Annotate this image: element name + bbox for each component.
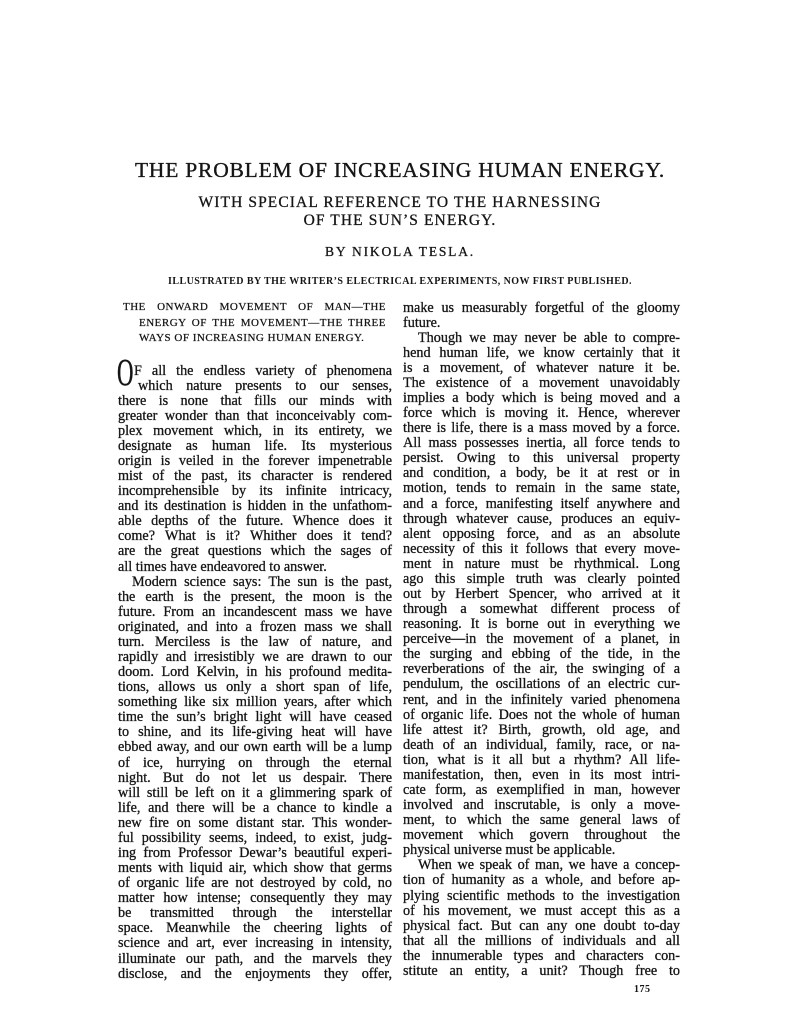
page-number: 175	[634, 984, 651, 995]
text-line: perceive—in the movement of a planet, in	[403, 631, 680, 648]
text-line: ments with liquid air, which show that germs	[118, 860, 392, 877]
text-line: ful possibility seems, indeed, to exist, judg-	[118, 829, 392, 846]
text-line: reverberations of the air, the swinging of a	[403, 661, 680, 678]
text-line: force which is moving it. Hence, wherever	[403, 405, 680, 422]
text-line: and a force, manifesting itself anywhere and	[403, 495, 680, 512]
text-line: motion, tends to remain in the same state,	[403, 480, 680, 497]
section-heading	[123, 300, 386, 347]
text-line: ment in nature must be rhythmical. Long	[403, 555, 680, 572]
text-line: When we speak of man, we have a concep-	[418, 857, 680, 874]
text-line: persist. Owing to this universal property	[403, 450, 680, 467]
text-line: will still be left on it a glimmering spark of	[118, 784, 392, 801]
text-line: come? What is it? Whither does it tend?	[118, 528, 392, 545]
text-line: there is none that fills our minds with	[118, 392, 392, 409]
text-line: origin is veiled in the forever impenetrable	[118, 452, 392, 469]
text-line: reasoning. It is borne out in everything we	[403, 616, 680, 633]
text-line: movement which govern throughout the	[403, 827, 680, 844]
text-line: implies a body which is being moved and a	[403, 389, 680, 406]
text-line: F all the endless variety of phenomena	[134, 362, 392, 379]
text-line: science and art, ever increasing in intensity,	[118, 935, 392, 952]
text-line: night. But do not let us despair. There	[118, 769, 392, 786]
heading-line: ENERGY OF THE MOVEMENT—THE THREE	[139, 316, 386, 329]
text-line: rent, and in the infinitely varied phenomena	[403, 691, 680, 708]
text-line: time the sun’s bright light will have ceased	[118, 709, 392, 726]
text-line: manifestation, then, even in its most intri-	[403, 766, 680, 783]
text-line: of organic life are not destroyed by cold, no	[118, 875, 392, 892]
heading-line: WAYS OF INCREASING HUMAN ENERGY.	[139, 332, 365, 344]
heading-line: THE ONWARD MOVEMENT OF MAN—THE	[123, 301, 386, 313]
text-line: all times have endeavored to answer.	[118, 558, 327, 575]
text-line: tions, allows us only a short span of life,	[118, 679, 392, 696]
text-line: through a somewhat different process of	[403, 601, 680, 618]
left-column	[117, 352, 392, 982]
text-line: life attest it? Birth, growth, old age, and	[403, 721, 680, 738]
text-line: of ice, hurrying on through the eternal	[118, 754, 392, 771]
byline: BY NIKOLA TESLA.	[325, 244, 475, 259]
subtitle-line: WITH SPECIAL REFERENCE TO THE HARNESSING	[198, 194, 602, 211]
text-line: of organic life. Does not the whole of human	[403, 706, 680, 723]
text-line: stitute an entity, a unit? Though free to	[403, 962, 680, 979]
text-line: mist of the past, its character is rendered	[118, 468, 392, 485]
text-line: greater wonder than that inconceivably com-	[118, 407, 392, 424]
text-line: space. Meanwhile the cheering lights of	[118, 920, 392, 937]
right-column	[403, 301, 680, 980]
article-title: THE PROBLEM OF INCREASING HUMAN ENERGY.	[134, 158, 666, 182]
text-line: future. From an incandescent mass we have	[118, 603, 392, 620]
text-line: out by Herbert Spencer, who arrived at it	[403, 585, 680, 602]
text-line: turn. Merciless is the law of nature, and	[118, 633, 392, 650]
text-line: are the great questions which the sages of	[118, 543, 392, 560]
text-line: and its destination is hidden in the unfathom-	[118, 498, 392, 515]
subtitle-line: OF THE SUN’S ENERGY.	[303, 212, 497, 229]
text-line: the earth is the present, the moon is the	[118, 588, 392, 605]
text-line: tion of humanity as a whole, and before ap-	[403, 872, 680, 889]
drop-cap: O	[117, 352, 134, 394]
text-line: future.	[403, 314, 441, 331]
text-line: plying scientific methods to the investigation	[403, 887, 680, 904]
text-line: something like six million years, after which	[118, 694, 392, 711]
text-line: life, and there will be a chance to kindle a	[118, 799, 392, 816]
text-line: matter how intense; consequently they may	[118, 890, 392, 907]
text-line: to shine, and its life-giving heat will have	[118, 724, 392, 741]
text-line: Though we may never be able to compre-	[418, 329, 680, 346]
text-line: there is life, there is a mass moved by a force.	[403, 420, 680, 437]
text-line: pendulum, the oscillations of an electric cur-	[403, 676, 680, 693]
text-line: of his movement, we must accept this as a	[403, 902, 680, 919]
illustration-note: ILLUSTRATED BY THE WRITER’S ELECTRICAL EXPERIMENTS, NOW FIRST PUBLISHED.	[168, 276, 632, 287]
text-line: Modern science says: The sun is the past,	[132, 573, 392, 590]
text-line: is a movement, of whatever nature it be.	[403, 359, 680, 376]
text-line: rapidly and irresistibly we are drawn to our	[118, 648, 392, 665]
text-line: new fire on some distant star. This wonder-	[118, 814, 392, 831]
text-line: cate form, as exemplified in man, however	[403, 782, 680, 798]
text-line: ment, to which the same general laws of	[403, 812, 680, 829]
text-line: physical universe must be applicable.	[403, 842, 616, 859]
text-line: ebbed away, and our own earth will be a lump	[118, 739, 392, 756]
text-line: illuminate our path, and the marvels they	[118, 950, 392, 967]
text-line: through whatever cause, produces an equiv-	[403, 510, 680, 527]
text-line: incomprehensible by its infinite intricacy,	[118, 483, 392, 500]
text-line: disclose, and the enjoyments they offer,	[118, 965, 392, 982]
text-line: the innumerable types and characters con-	[403, 947, 680, 964]
text-line: ago this simple truth was clearly pointed	[403, 570, 680, 587]
text-line: tion, what is it all but a rhythm? All life-	[403, 751, 680, 768]
text-line: and condition, a body, be it at rest or in	[403, 465, 680, 482]
article-subtitle	[0, 194, 800, 230]
text-line: that all the millions of individuals and all	[403, 932, 680, 949]
text-line: the surging and ebbing of the tide, in the	[403, 646, 680, 663]
text-line: All mass possesses inertia, all force tends to	[403, 435, 680, 452]
text-line: designate as human life. Its mysterious	[118, 437, 392, 454]
text-line: plex movement which, in its entirety, we	[118, 422, 392, 439]
text-line: originated, and into a frozen mass we shall	[118, 618, 392, 635]
text-line: death of an individual, family, race, or na-	[403, 736, 680, 753]
text-line: hend human life, we know certainly that it	[403, 344, 680, 361]
text-line: be transmitted through the interstellar	[118, 905, 392, 922]
text-line: ing from Professor Dewar’s beautiful experi-	[118, 845, 392, 861]
text-line: physical fact. But can any one doubt to-day	[403, 917, 680, 934]
text-line: necessity of this it follows that every move-	[403, 540, 680, 557]
text-line: involved and inscrutable, is only a move-	[403, 797, 680, 814]
text-line: make us measurably forgetful of the gloomy	[403, 299, 680, 316]
text-line: doom. Lord Kelvin, in his profound medita-	[118, 664, 392, 681]
text-line: The existence of a movement unavoidably	[403, 374, 680, 391]
text-line: able depths of the future. Whence does it	[118, 513, 392, 530]
text-line: which nature presents to our senses,	[138, 377, 392, 394]
text-line: alent opposing force, and as an absolute	[403, 525, 680, 542]
